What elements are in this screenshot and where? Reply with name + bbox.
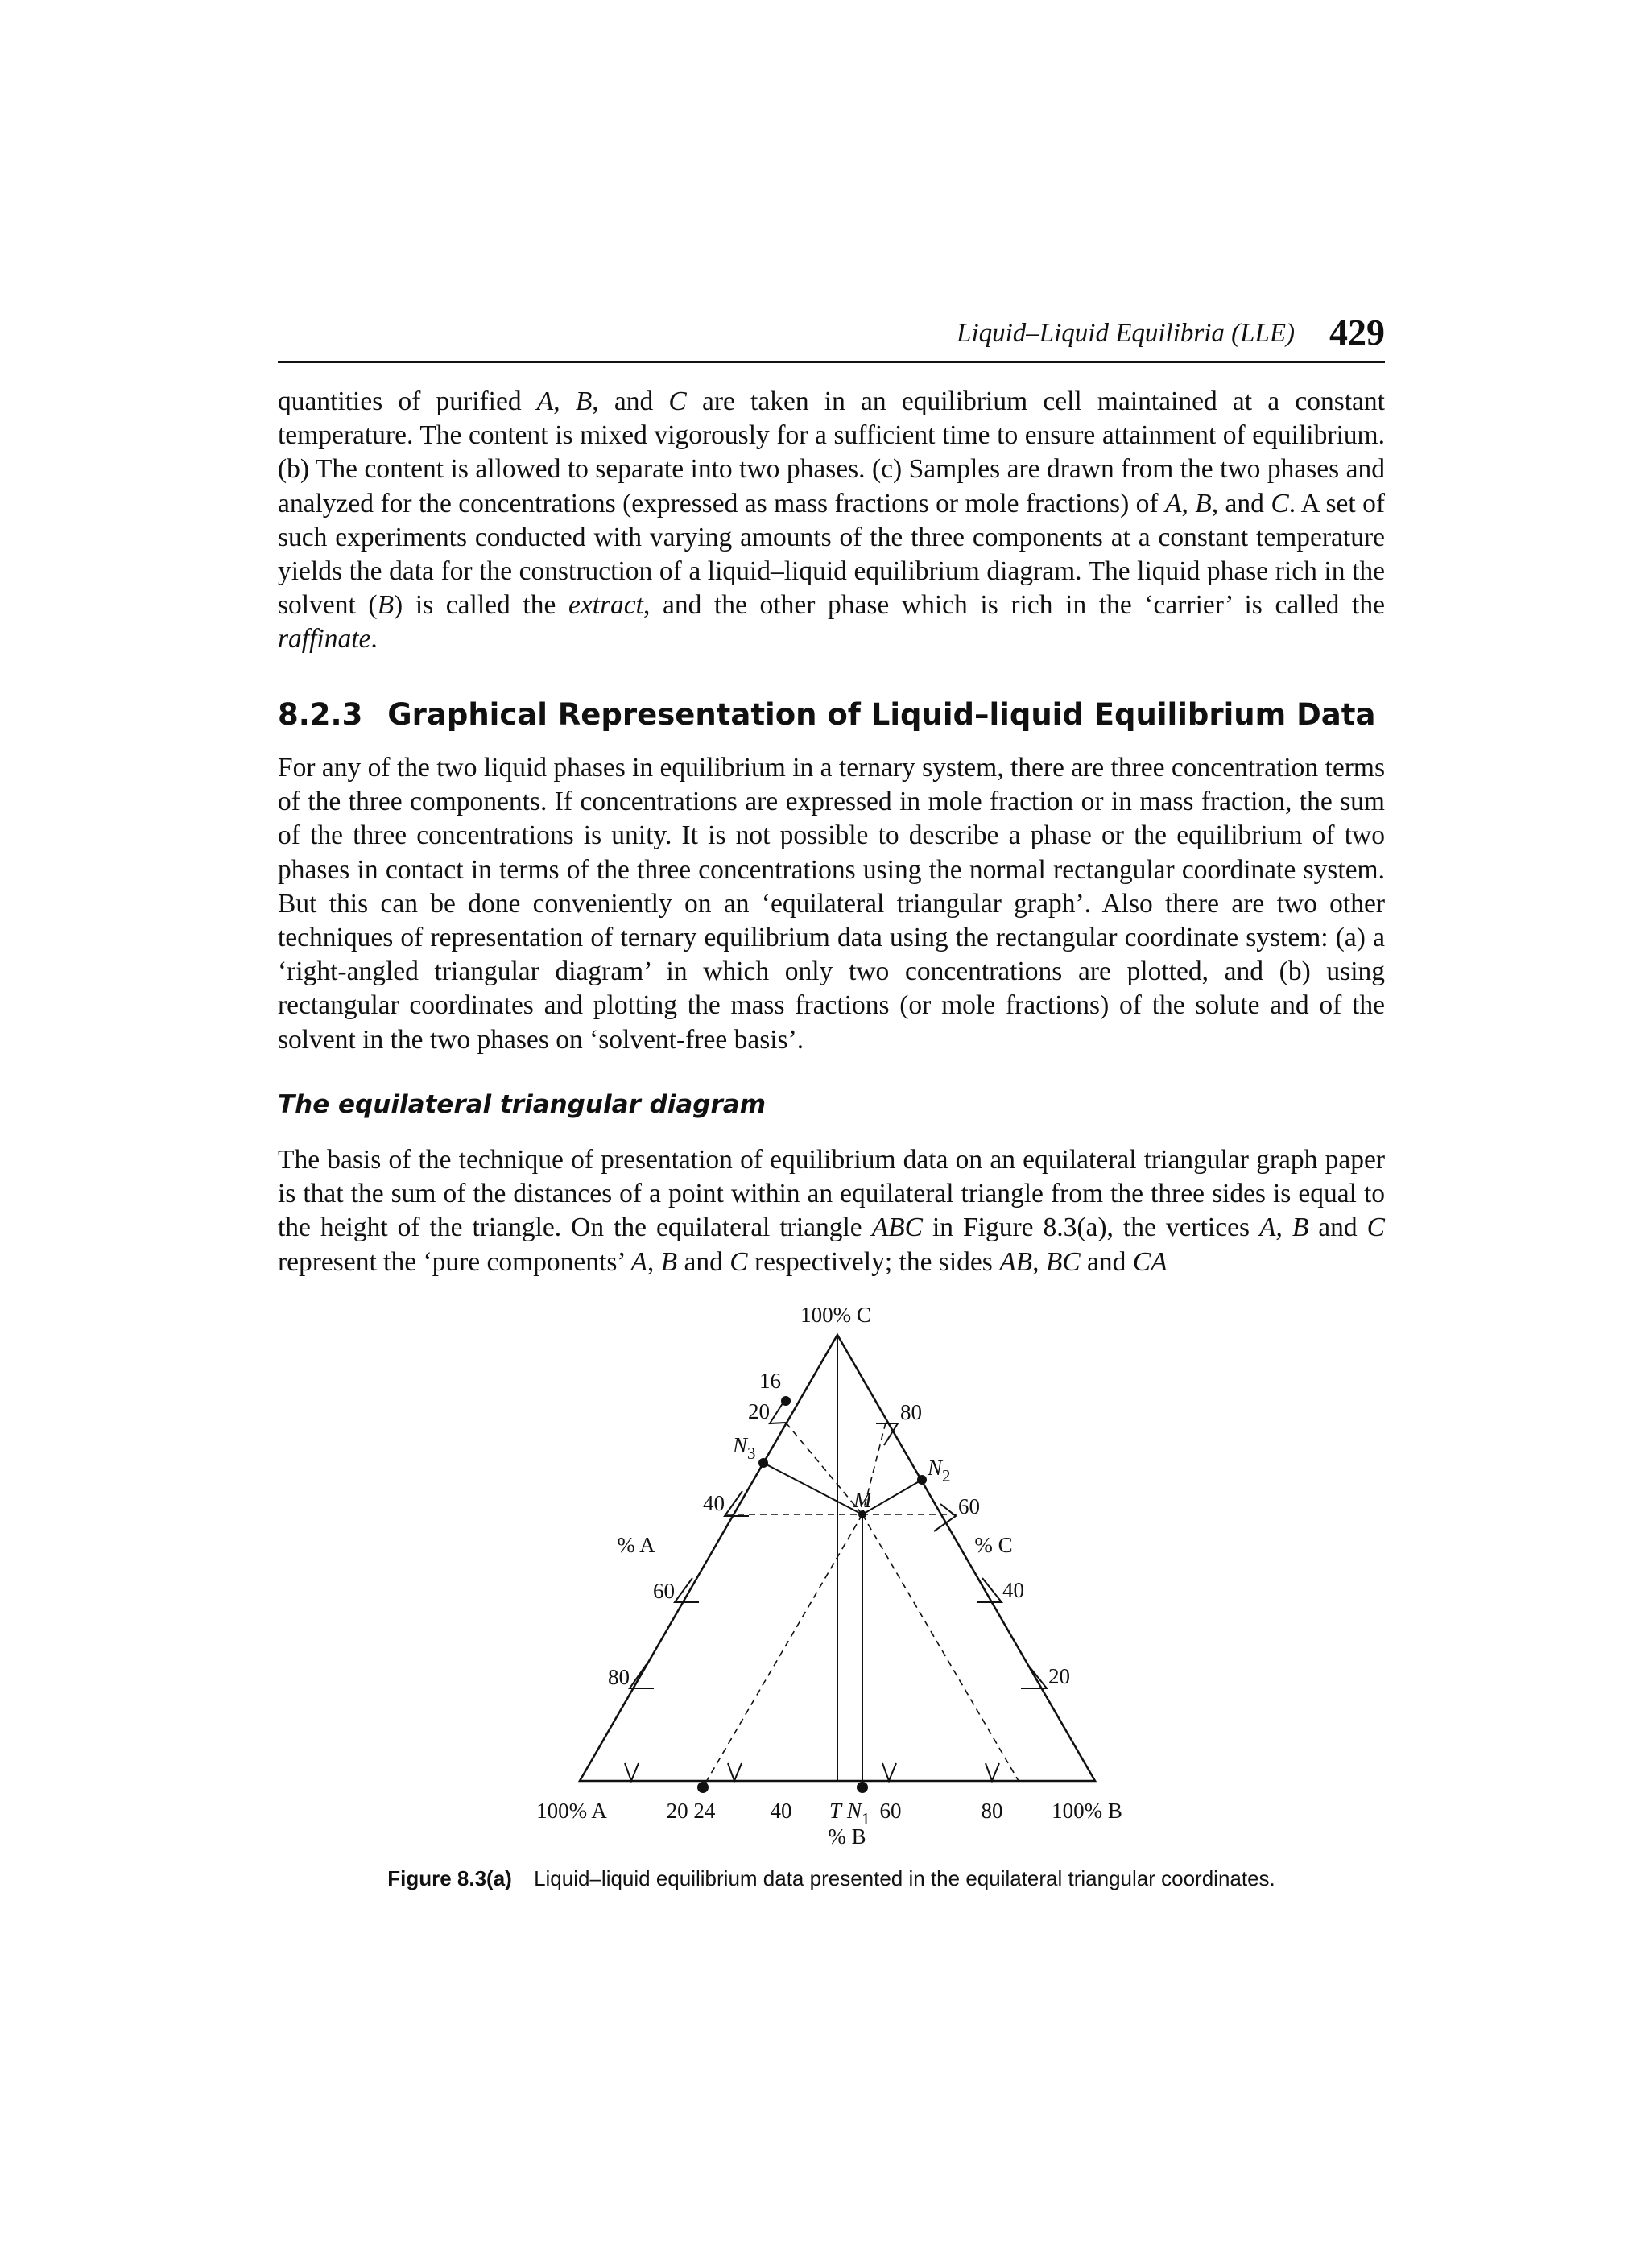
right-side-ticks	[876, 1423, 1047, 1688]
paragraph-2: For any of the two liquid phases in equilibrium in a ternary system, there are three concentration terms of the three components. If concentrations are expressed in mole fraction or in mass fraction, the sum of the three concentrations is unity. It is not possible to describe a phase or the equilibrium of two phases in contact in terms of the three concentrations using the normal rectangular coordinate system. But this can be done conveniently on an ‘equilateral triangular graph’. Also there are two other techniques of representation of ternary equilibrium data using the rectangular coordinate system: (a) a ‘right-angled triangular diagram’ in which only two concentrations are plotted, and (b) using rectangular coordinates and plotting the mass fractions (or mole fractions) of the solute and of the solvent in the two phases on ‘solvent-free basis’.	[278, 753, 1385, 1055]
left-tick-80: 80	[608, 1665, 630, 1689]
label-n2-letter: N	[928, 1456, 943, 1480]
left-tick-20: 20	[748, 1399, 770, 1423]
vertex-label-a: 100% A	[536, 1799, 607, 1823]
label-m: M	[853, 1488, 872, 1512]
figure-caption	[278, 1866, 1385, 1891]
section-number: 8.2.3	[278, 697, 363, 732]
axis-title-a: % A	[617, 1533, 655, 1557]
left-tick-16: 16	[759, 1369, 781, 1393]
right-tick-20: 20	[1048, 1664, 1070, 1688]
vertex-label-c: 100% C	[800, 1303, 871, 1327]
right-tick-40: 40	[1002, 1578, 1024, 1602]
bottom-tick-80: 80	[981, 1799, 1003, 1823]
bottom-tick-20-24: 20 24	[666, 1799, 716, 1823]
point-n2	[917, 1475, 927, 1485]
ternary-diagram-figure	[515, 1288, 1143, 1868]
label-n3-letter: N	[733, 1433, 748, 1457]
running-head-title: Liquid–Liquid Equilibria (LLE)	[957, 319, 1295, 348]
label-n2-sub: 2	[942, 1466, 951, 1485]
axis-title-b: % B	[828, 1824, 866, 1849]
left-tick-40: 40	[703, 1491, 725, 1515]
axis-title-c: % C	[974, 1533, 1013, 1557]
label-n1-letter: N	[847, 1799, 862, 1823]
right-tick-80: 80	[900, 1400, 922, 1424]
paragraph-1: quantities of purified A, B, and C are taken in an equilibrium cell maintained at a constant temperature. The content is mixed vigorously for a sufficient time to ensure attainment of equilibrium. (b) The content is allowed to separate into two phases. (c) Samples are drawn from the two phases and analyzed for the concentrations (expressed as mass fractions or mole fractions) of A, B, and C. A set of such experiments conducted with varying amounts of the three components at a constant temperature yields the data for the construction of a liquid–liquid equilibrium diagram. The liquid phase rich in the solvent (B) is called the extract, and the other phase which is rich in the ‘carrier’ is called the raffinate.	[278, 386, 1385, 655]
point-n3	[758, 1458, 768, 1468]
dashed-line-16-to-m	[786, 1423, 862, 1514]
label-n3-sub: 3	[747, 1444, 756, 1463]
right-tick-60: 60	[958, 1494, 980, 1518]
dashed-line-m-to-24	[703, 1514, 862, 1787]
subsection-heading: The equilateral triangular diagram	[278, 1090, 766, 1119]
left-tick-60: 60	[653, 1579, 675, 1603]
running-head	[278, 312, 1385, 363]
vertex-label-b: 100% B	[1052, 1799, 1122, 1823]
bottom-side-ticks	[625, 1763, 999, 1781]
ternary-diagram	[515, 1288, 1143, 1868]
section-heading	[278, 697, 1375, 732]
label-n1-sub: 1	[862, 1809, 870, 1828]
point-24	[697, 1782, 709, 1793]
label-n2	[927, 1456, 951, 1485]
paragraph-3: The basis of the technique of presentation of equilibrium data on an equilateral triangular graph paper is that the sum of the distances of a point within an equilateral triangle from the three sides is equal to the height of the triangle. On the equilateral triangle ABC in Figure 8.3(a), the vertices A, B and C represent the ‘pure components’ A, B and C respectively; the sides AB, BC and CA	[278, 1145, 1385, 1277]
section-title: Graphical Representation of Liquid–liquid Equilibrium Data	[387, 697, 1376, 732]
label-n3	[732, 1433, 756, 1463]
label-t: T	[829, 1799, 842, 1823]
caption-text: Liquid–liquid equilibrium data presented in the equilateral triangular coordinates.	[534, 1866, 1275, 1890]
caption-label: Figure 8.3(a)	[387, 1866, 512, 1890]
bottom-tick-60: 60	[879, 1799, 902, 1823]
page-number: 429	[1329, 312, 1385, 353]
point-n1	[857, 1782, 868, 1793]
point-16	[781, 1396, 791, 1406]
bottom-tick-40: 40	[770, 1799, 792, 1823]
tie-line-n3-m	[763, 1463, 862, 1514]
